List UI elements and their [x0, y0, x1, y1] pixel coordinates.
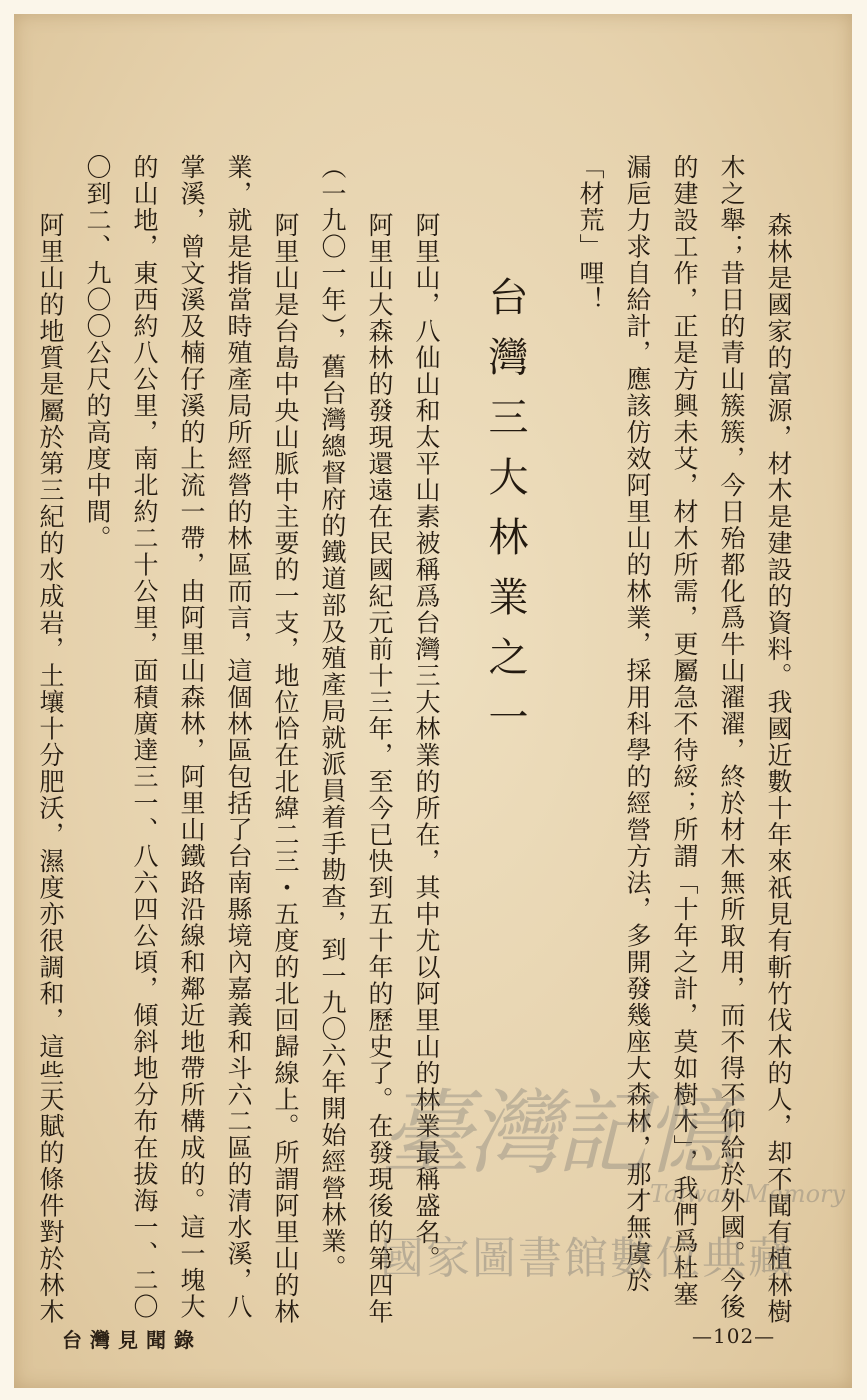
book-page: [14, 14, 852, 1388]
body-line-7: 的山地，東西約八公里，南北約二十公里，面積廣達三一、八六四公頃，傾斜地分布在拔海一、二〇: [130, 154, 159, 1320]
body-line-5: 業，就是指當時殖產局所經營的林區而言，這個林區包括了台南縣境內嘉義和斗六二區的清水溪，八: [224, 154, 253, 1320]
intro-line-2: 木之舉；昔日的青山簇簇，今日殆都化爲牛山濯濯，終於材木無所取用，而不得不仰給於外國。今後: [717, 154, 746, 1320]
watermark-calligraphy: 臺灣記憶: [380, 1080, 733, 1187]
running-footer: 台灣見聞錄: [62, 1328, 202, 1352]
body-line-6: 掌溪，曾文溪及楠仔溪的上流一帶，由阿里山森林，阿里山鐵路沿線和鄰近地帶所構成的。這一塊大: [177, 154, 206, 1320]
intro-line-4: 漏巵力求自給計，應該仿效阿里山的林業，採用科學的經營方法，多開發幾座大森林，那才無虞於: [623, 154, 652, 1294]
watermark-library-name: 國家圖書館數位典藏: [380, 1233, 794, 1284]
intro-line-1: 森林是國家的富源，材木是建設的資料。我國近數十年來祇見有斬竹伐木的人，却不聞有植林樹: [764, 212, 793, 1325]
intro-line-3: 的建設工作，正是方興未艾，材木所需，更屬急不待綏；所謂「十年之計，莫如樹木」，我們爲杜塞: [670, 154, 699, 1308]
body-line-1: 阿里山，八仙山和太平山素被稱爲台灣三大林業的所在，其中尤以阿里山的林業最稱盛名。: [412, 212, 441, 1272]
body-line-9: 阿里山的地質是屬於第三紀的水成岩，土壤十分肥沃，濕度亦很調和，這些天賦的條件對於林木: [36, 212, 65, 1325]
body-line-3: （一九〇一年），舊台灣總督府的鐵道部及殖產局就派員着手勘查，到一九〇六年開始經營林業。: [318, 154, 347, 1281]
intro-line-5: 「材荒」哩！: [576, 154, 605, 313]
body-line-2: 阿里山大森林的發現還遠在民國紀元前十三年，至今已快到五十年的歷史了。在發現後的第四年: [365, 212, 394, 1325]
body-line-8: 〇到二、九〇〇公尺的高度中間。: [83, 154, 112, 552]
body-line-4: 阿里山是台島中央山脈中主要的一支，地位恰在北緯二三・五度的北回歸線上。所謂阿里山的林: [271, 212, 300, 1325]
watermark-english: Taiwan Memory: [650, 1180, 846, 1208]
page-number: —102—: [692, 1324, 776, 1348]
section-title: 台灣三大林業之一: [482, 276, 528, 756]
